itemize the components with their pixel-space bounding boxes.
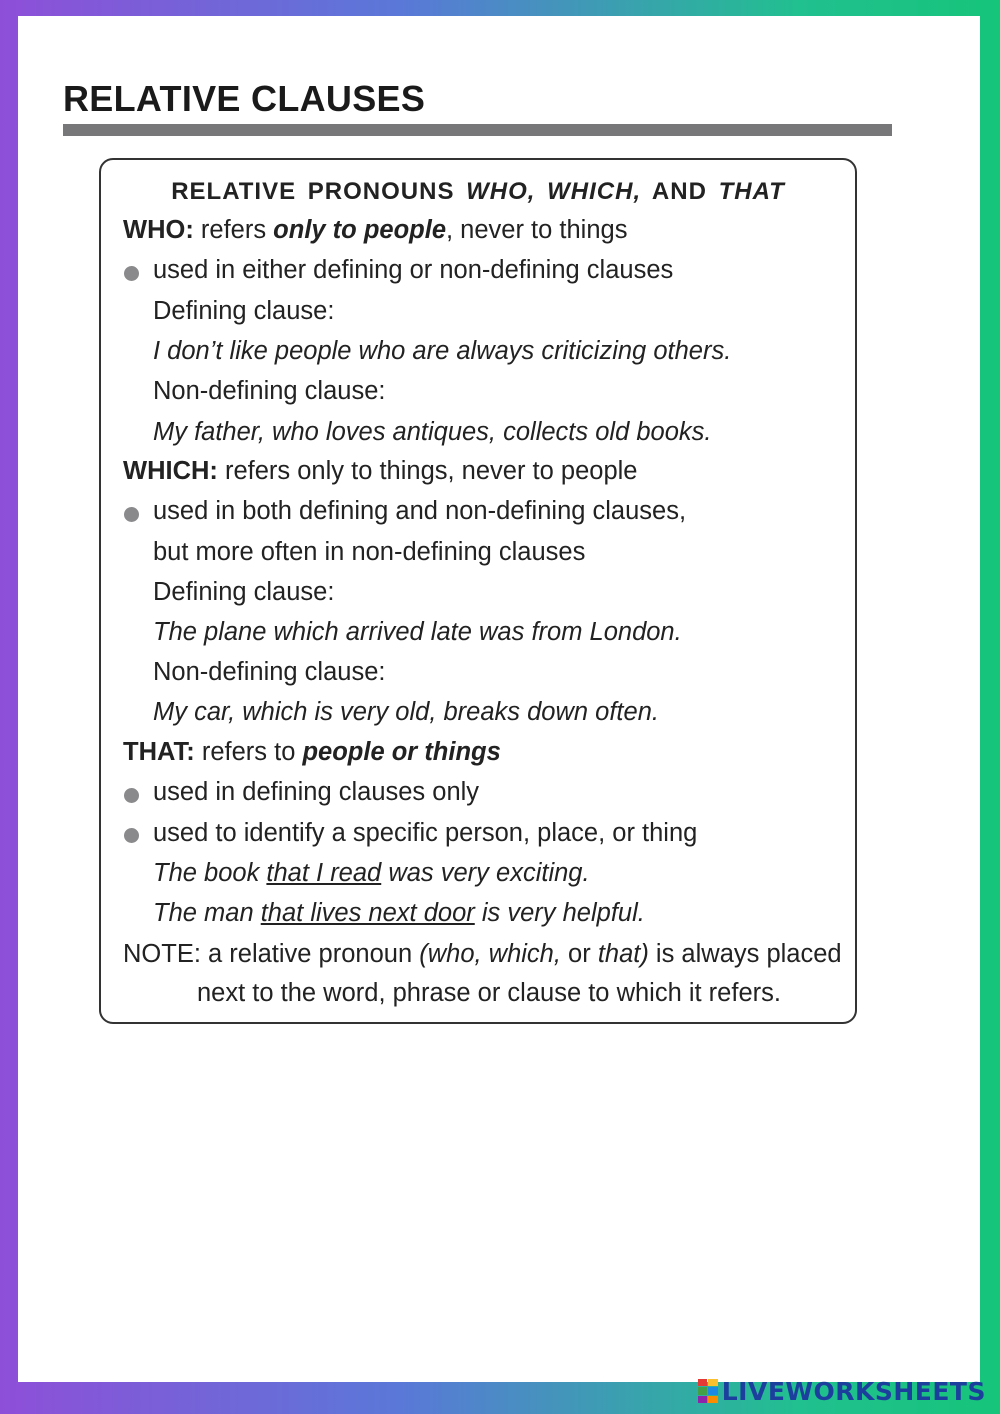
which-bullet-line1: used in both defining and non-defining clauses, [153,497,687,525]
that-example-1: The book that I read was very exciting. [153,859,590,887]
that-bullet-1: used in defining clauses only [153,778,480,806]
that-bullet-2: used to identify a specific person, place, or thing [153,819,698,847]
title-underline-bar [63,124,892,136]
who-definition: WHO: refers only to people, never to things [123,216,628,244]
note-line-1: NOTE: a relative pronoun (who, which, or that) is always placed [123,940,842,968]
which-nondefining-example: My car, which is very old, breaks down often. [153,698,659,726]
heading-who: WHO, [466,178,536,205]
which-defining-example: The plane which arrived late was from London. [153,618,682,646]
logo-text: LIVEWORKSHEETS [721,1376,986,1406]
heading-and: AND [651,178,707,205]
heading-prefix: RELATIVE PRONOUNS [171,178,455,205]
which-defining-label: Defining clause: [153,578,335,606]
bullet-dot [124,266,139,281]
that-definition: THAT: refers to people or things [123,738,501,766]
box-heading [101,178,855,206]
heading-that: THAT [718,178,785,205]
page-title: RELATIVE CLAUSES [63,78,426,119]
liveworksheets-logo [698,1376,986,1406]
who-nondefining-label: Non-defining clause: [153,377,386,405]
logo-mark-icon [698,1379,718,1403]
bullet-dot [124,828,139,843]
who-defining-label: Defining clause: [153,297,335,325]
worksheet-page [18,16,980,1382]
bullet-dot [124,788,139,803]
which-nondefining-label: Non-defining clause: [153,658,386,686]
heading-which: WHICH, [547,178,642,205]
note-line-2: next to the word, phrase or clause to which it refers. [197,979,781,1007]
who-bullet: used in either defining or non-defining clauses [153,256,674,284]
which-bullet-line2: but more often in non-defining clauses [153,538,586,566]
which-definition: WHICH: refers only to things, never to people [123,457,638,485]
who-nondefining-example: My father, who loves antiques, collects old books. [153,418,712,446]
grammar-box [99,158,857,1024]
who-defining-example: I don’t like people who are always criticizing others. [153,337,732,365]
that-example-2: The man that lives next door is very helpful. [153,899,645,927]
bullet-dot [124,507,139,522]
